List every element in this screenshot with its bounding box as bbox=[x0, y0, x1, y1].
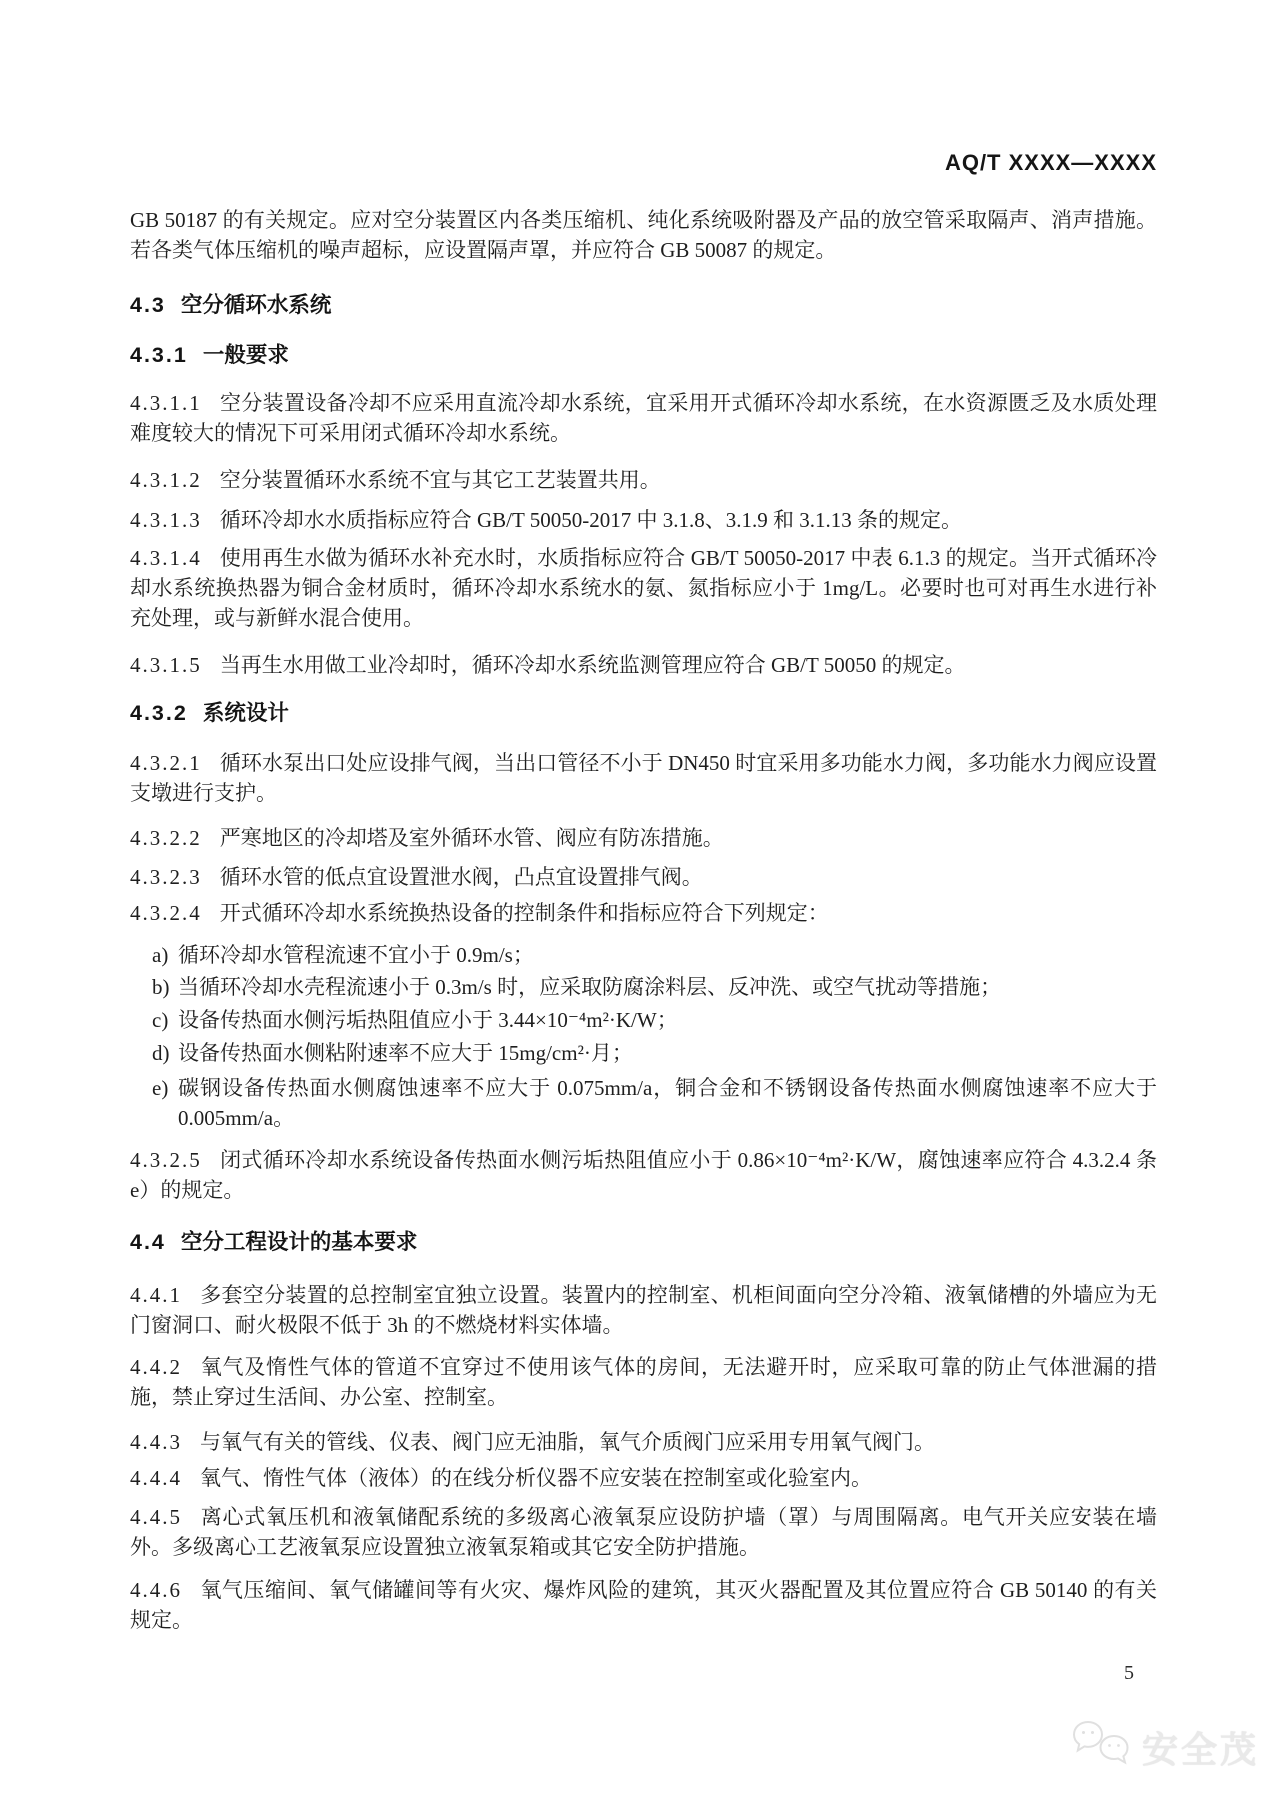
clause-number: 4.4.1 bbox=[130, 1283, 182, 1307]
list-item-marker: c) bbox=[152, 1008, 169, 1032]
clause-text: 循环水管的低点宜设置泄水阀，凸点宜设置排气阀。 bbox=[219, 865, 703, 889]
list-item-marker: e) bbox=[152, 1076, 169, 1100]
list-item-text: 设备传热面水侧污垢热阻值应小于 3.44×10⁻⁴m²·K/W； bbox=[178, 1008, 678, 1032]
clause-text: 多套空分装置的总控制室宜独立设置。装置内的控制室、机柜间面向空分冷箱、液氧储槽的外墙应为无门窗洞口、耐火极限不低于 3h 的不燃烧材料实体墙。 bbox=[130, 1283, 1157, 1337]
clause-4-3-2-4 bbox=[130, 898, 1157, 928]
clause-4-3-1-4 bbox=[130, 543, 1157, 633]
list-item-c bbox=[130, 1005, 1157, 1035]
clause-text: 当再生水用做工业冷却时，循环冷却水系统监测管理应符合 GB/T 50050 的规定。 bbox=[219, 653, 966, 677]
clause-text: 空分装置循环水系统不宜与其它工艺装置共用。 bbox=[219, 468, 661, 492]
clause-number: 4.3.2.1 bbox=[130, 751, 202, 775]
list-item-marker: d) bbox=[152, 1041, 170, 1065]
clause-number: 4.3.1.1 bbox=[130, 391, 202, 415]
clause-number: 4.3.1.3 bbox=[130, 508, 202, 532]
list-item-d bbox=[130, 1038, 1157, 1068]
clause-number: 4.3.1.4 bbox=[130, 546, 202, 570]
clause-text: 氧气及惰性气体的管道不宜穿过不使用该气体的房间，无法避开时，应采取可靠的防止气体泄漏的措施，禁止穿过生活间、办公室、控制室。 bbox=[130, 1355, 1157, 1409]
list-item-text: 循环冷却水管程流速不宜小于 0.9m/s； bbox=[178, 943, 534, 967]
clause-4-3-2-1 bbox=[130, 748, 1157, 808]
list-item-marker: b) bbox=[152, 975, 170, 999]
section-heading-4-3 bbox=[130, 290, 1157, 320]
paragraph-continuation bbox=[130, 205, 1157, 265]
standard-code-header: AQ/T XXXX—XXXX bbox=[944, 150, 1157, 175]
clause-number: 4.3.1.2 bbox=[130, 468, 202, 492]
list-item-marker: a) bbox=[152, 943, 169, 967]
document-body bbox=[130, 205, 1157, 1635]
clause-text: 离心式氧压机和液氧储配系统的多级离心液氧泵应设防护墙（罩）与周围隔离。电气开关应安装在墙外。多级离心工艺液氧泵应设置独立液氧泵箱或其它安全防护措施。 bbox=[130, 1505, 1157, 1559]
clause-4-4-5 bbox=[130, 1502, 1157, 1562]
clause-number: 4.4.2 bbox=[130, 1355, 182, 1379]
list-item-text: 碳钢设备传热面水侧腐蚀速率不应大于 0.075mm/a，铜合金和不锈钢设备传热面水侧腐蚀速率不应大于 0.005mm/a。 bbox=[178, 1076, 1157, 1130]
heading-title: 空分工程设计的基本要求 bbox=[180, 1230, 418, 1254]
clause-number: 4.3.2.3 bbox=[130, 865, 202, 889]
clause-4-3-2-4-list bbox=[130, 940, 1157, 1133]
brand-watermark bbox=[1072, 1718, 1259, 1776]
clause-number: 4.3.2.4 bbox=[130, 901, 202, 925]
heading-number: 4.3 bbox=[130, 293, 166, 317]
clause-4-3-2-5 bbox=[130, 1145, 1157, 1205]
clause-4-3-2-3 bbox=[130, 862, 1157, 892]
heading-title: 空分循环水系统 bbox=[180, 293, 332, 317]
brand-watermark-text: 安全茂 bbox=[1142, 1728, 1260, 1770]
clause-number: 4.4.6 bbox=[130, 1578, 182, 1602]
clause-text: 循环冷却水水质指标应符合 GB/T 50050-2017 中 3.1.8、3.1.9 和 3.1.13 条的规定。 bbox=[219, 508, 962, 532]
page-number: 5 bbox=[1124, 1662, 1134, 1684]
clause-4-4-4 bbox=[130, 1463, 1157, 1493]
clause-number: 4.3.2.2 bbox=[130, 826, 202, 850]
clause-text: 闭式循环冷却水系统设备传热面水侧污垢热阻值应小于 0.86×10⁻⁴m²·K/W，腐蚀速率应符合 4.3.2.4 条 e）的规定。 bbox=[130, 1148, 1157, 1202]
clause-number: 4.4.5 bbox=[130, 1505, 182, 1529]
heading-number: 4.4 bbox=[130, 1230, 166, 1254]
list-item-e bbox=[130, 1073, 1157, 1133]
clause-4-3-1-3 bbox=[130, 505, 1157, 535]
section-heading-4-3-1 bbox=[130, 340, 1157, 370]
heading-title: 一般要求 bbox=[202, 343, 289, 367]
clause-4-3-1-5 bbox=[130, 650, 1157, 680]
heading-title: 系统设计 bbox=[202, 701, 289, 725]
clause-text: 循环水泵出口处应设排气阀，当出口管径不小于 DN450 时宜采用多功能水力阀，多功能水力阀应设置支墩进行支护。 bbox=[130, 751, 1157, 805]
clause-text: 空分装置设备冷却不应采用直流冷却水系统，宜采用开式循环冷却水系统，在水资源匮乏及水质处理难度较大的情况下可采用闭式循环冷却水系统。 bbox=[130, 391, 1157, 445]
heading-number: 4.3.1 bbox=[130, 343, 188, 367]
clause-number: 4.3.1.5 bbox=[130, 653, 202, 677]
clause-4-3-1-2 bbox=[130, 465, 1157, 495]
chat-bubbles-logo-icon bbox=[1072, 1718, 1136, 1776]
clause-number: 4.4.4 bbox=[130, 1466, 182, 1490]
clause-text: 与氧气有关的管线、仪表、阀门应无油脂，氧气介质阀门应采用专用氧气阀门。 bbox=[200, 1430, 935, 1454]
clause-4-4-1 bbox=[130, 1280, 1157, 1340]
clause-4-4-6 bbox=[130, 1575, 1157, 1635]
clause-4-4-2 bbox=[130, 1352, 1157, 1412]
clause-text: 使用再生水做为循环水补充水时，水质指标应符合 GB/T 50050-2017 中表 6.1.3 的规定。当开式循环冷却水系统换热器为铜合金材质时，循环冷却水系统水的氨、氮指标应小于 1mg/L。必要时也可对再生水进行补充处理，或与新鲜水混合使用。 bbox=[130, 546, 1157, 630]
clause-text: 氧气、惰性气体（液体）的在线分析仪器不应安装在控制室或化验室内。 bbox=[200, 1466, 872, 1490]
clause-4-4-3 bbox=[130, 1427, 1157, 1457]
clause-text: 氧气压缩间、氧气储罐间等有火灾、爆炸风险的建筑，其灭火器配置及其位置应符合 GB 50140 的有关规定。 bbox=[130, 1578, 1157, 1632]
clause-4-3-2-2 bbox=[130, 823, 1157, 853]
list-item-text: 当循环冷却水壳程流速小于 0.3m/s 时，应采取防腐涂料层、反冲洗、或空气扰动等措施； bbox=[178, 975, 1002, 999]
clause-text: 严寒地区的冷却塔及室外循环水管、阀应有防冻措施。 bbox=[219, 826, 724, 850]
list-item-text: 设备传热面水侧粘附速率不应大于 15mg/cm²·月； bbox=[178, 1041, 633, 1065]
paragraph-text: GB 50187 的有关规定。应对空分装置区内各类压缩机、纯化系统吸附器及产品的放空管采取隔声、消声措施。若各类气体压缩机的噪声超标，应设置隔声罩，并应符合 GB 50087 的规定。 bbox=[130, 208, 1157, 262]
clause-number: 4.4.3 bbox=[130, 1430, 182, 1454]
clause-4-3-1-1 bbox=[130, 388, 1157, 448]
list-item-b bbox=[130, 972, 1157, 1002]
section-heading-4-3-2 bbox=[130, 698, 1157, 728]
list-item-a bbox=[130, 940, 1157, 970]
clause-text: 开式循环冷却水系统换热设备的控制条件和指标应符合下列规定： bbox=[219, 901, 829, 925]
clause-number: 4.3.2.5 bbox=[130, 1148, 202, 1172]
section-heading-4-4 bbox=[130, 1227, 1157, 1257]
heading-number: 4.3.2 bbox=[130, 701, 188, 725]
